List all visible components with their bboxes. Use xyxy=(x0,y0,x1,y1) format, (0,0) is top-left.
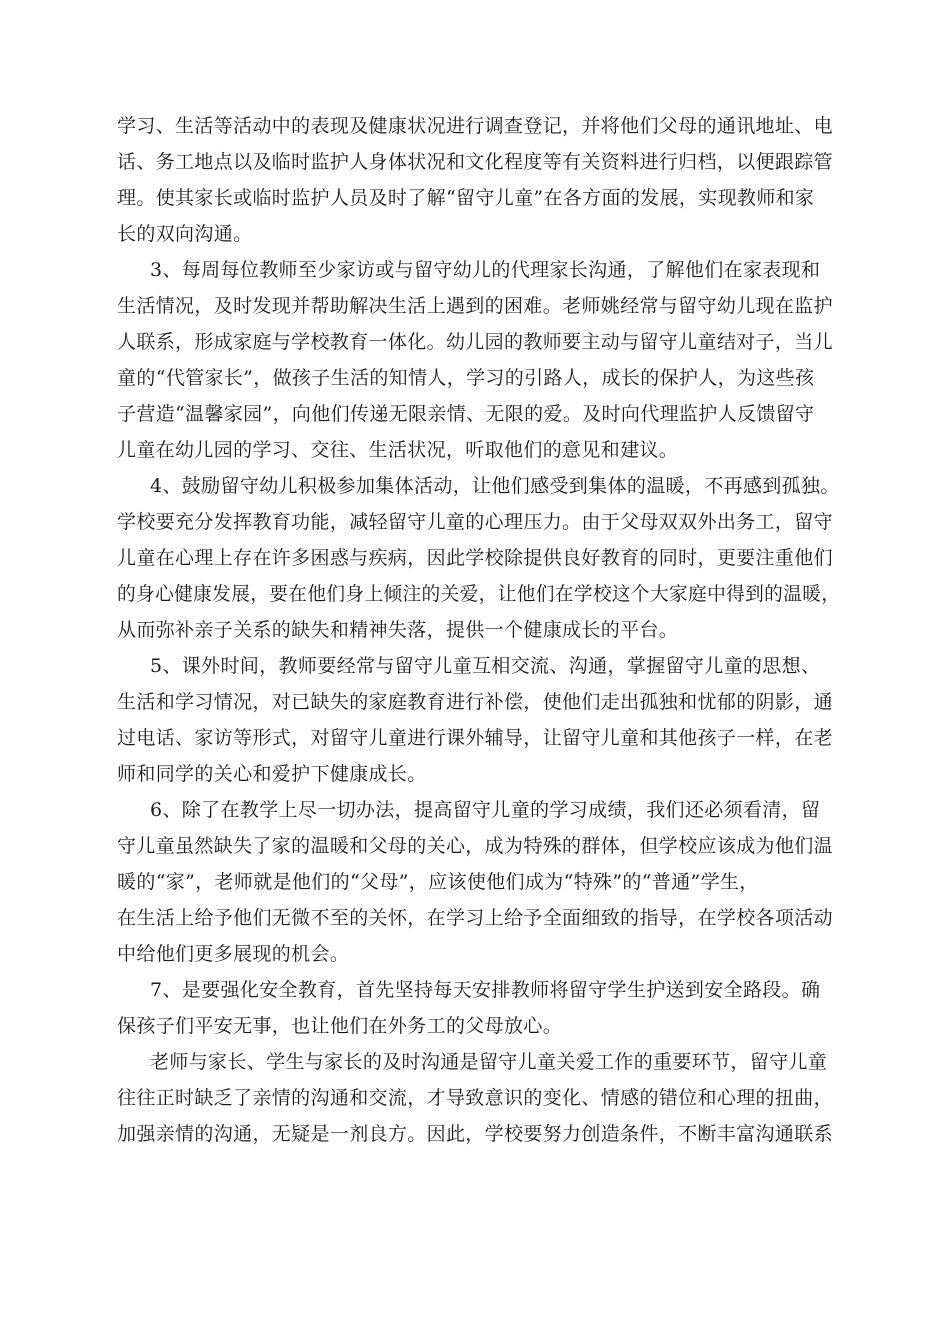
text-line-3: 理。使其家长或临时监护人员及时了解“留守儿童”在各方面的发展，实现教师和家 xyxy=(117,187,815,209)
text-line-23: 在生活上给予他们无微不至的关怀，在学习上给予全面细致的指导，在学校各项活动 xyxy=(117,907,833,929)
text-line-12: 学校要充分发挥教育功能，减轻留守儿童的心理压力。由于父母双双外出务工，留守 xyxy=(117,511,833,533)
text-line-15: 从而弥补亲子关系的缺失和精神失落，提供一个健康成长的平台。 xyxy=(117,619,679,641)
text-line-22: 暖的“家”，老师就是他们的“父母”，应该使他们成为“特殊”的“普通”学生， xyxy=(117,871,759,893)
text-line-26: 保孩子们平安无事，也让他们在外务工的父母放心。 xyxy=(117,1015,563,1037)
paragraph-5-start: 5、课外时间，教师要经常与留守儿童互相交流、沟通，掌握留守儿童的思想、 xyxy=(150,655,821,677)
text-line-6: 生活情况，及时发现并帮助解决生活上遇到的困难。老师姚经常与留守幼儿现在监护 xyxy=(117,295,833,317)
text-line-2: 话、务工地点以及临时监护人身体状况和文化程度等有关资料进行归档，以便跟踪管 xyxy=(117,151,833,173)
text-line-1: 学习、生活等活动中的表现及健康状况进行调查登记，并将他们父母的通讯地址、电 xyxy=(117,115,833,137)
text-line-14: 的身心健康发展，要在他们身上倾注的关爱，让他们在学校这个大家庭中得到的温暖， xyxy=(117,583,841,605)
text-line-24: 中给他们更多展现的机会。 xyxy=(117,943,350,965)
paragraph-7-start: 7、是要强化安全教育，首先坚持每天安排教师将留守学生护送到安全路段。确 xyxy=(150,979,821,1001)
paragraph-8-start: 老师与家长、学生与家长的及时沟通是留守儿童关爱工作的重要环节，留守儿童 xyxy=(150,1051,828,1073)
text-line-19: 师和同学的关心和爱护下健康成长。 xyxy=(117,763,427,785)
text-line-4: 长的双向沟通。 xyxy=(117,223,253,245)
paragraph-6-start: 6、除了在教学上尽一切办法，提高留守儿童的学习成绩，我们还必须看清，留 xyxy=(150,799,821,821)
text-line-7: 人联系，形成家庭与学校教育一体化。幼儿园的教师要主动与留守儿童结对子，当儿 xyxy=(117,331,833,353)
text-line-29: 加强亲情的沟通，无疑是一剂良方。因此，学校要努力创造条件，不断丰富沟通联系 xyxy=(117,1123,833,1145)
text-line-18: 过电话、家访等形式，对留守儿童进行课外辅导，让留守儿童和其他孩子一样，在老 xyxy=(117,727,833,749)
text-line-10: 儿童在幼儿园的学习、交往、生活状况，听取他们的意见和建议。 xyxy=(117,439,679,461)
text-line-21: 守儿童虽然缺失了家的温暖和父母的关心，成为特殊的群体，但学校应该成为他们温 xyxy=(117,835,833,857)
text-line-28: 往往正时缺乏了亲情的沟通和交流，才导致意识的变化、情感的错位和心理的扭曲， xyxy=(117,1087,833,1109)
text-line-13: 儿童在心理上存在许多困惑与疾病，因此学校除提供良好教育的同时，更要注重他们 xyxy=(117,547,833,569)
paragraph-3-start: 3、每周每位教师至少家访或与留守幼儿的代理家长沟通，了解他们在家表现和 xyxy=(150,259,821,281)
text-line-17: 生活和学习情况，对已缺失的家庭教育进行补偿，使他们走出孤独和忧郁的阴影，通 xyxy=(117,691,833,713)
paragraph-4-start: 4、鼓励留守幼儿积极参加集体活动，让他们感受到集体的温暖，不再感到孤独。 xyxy=(150,475,840,497)
text-line-9: 子营造“温馨家园”，向他们传递无限亲情、无限的爱。及时向代理监护人反馈留守 xyxy=(117,403,815,425)
text-line-8: 童的“代管家长”，做孩子生活的知情人，学习的引路人，成长的保护人，为这些孩 xyxy=(117,367,815,389)
